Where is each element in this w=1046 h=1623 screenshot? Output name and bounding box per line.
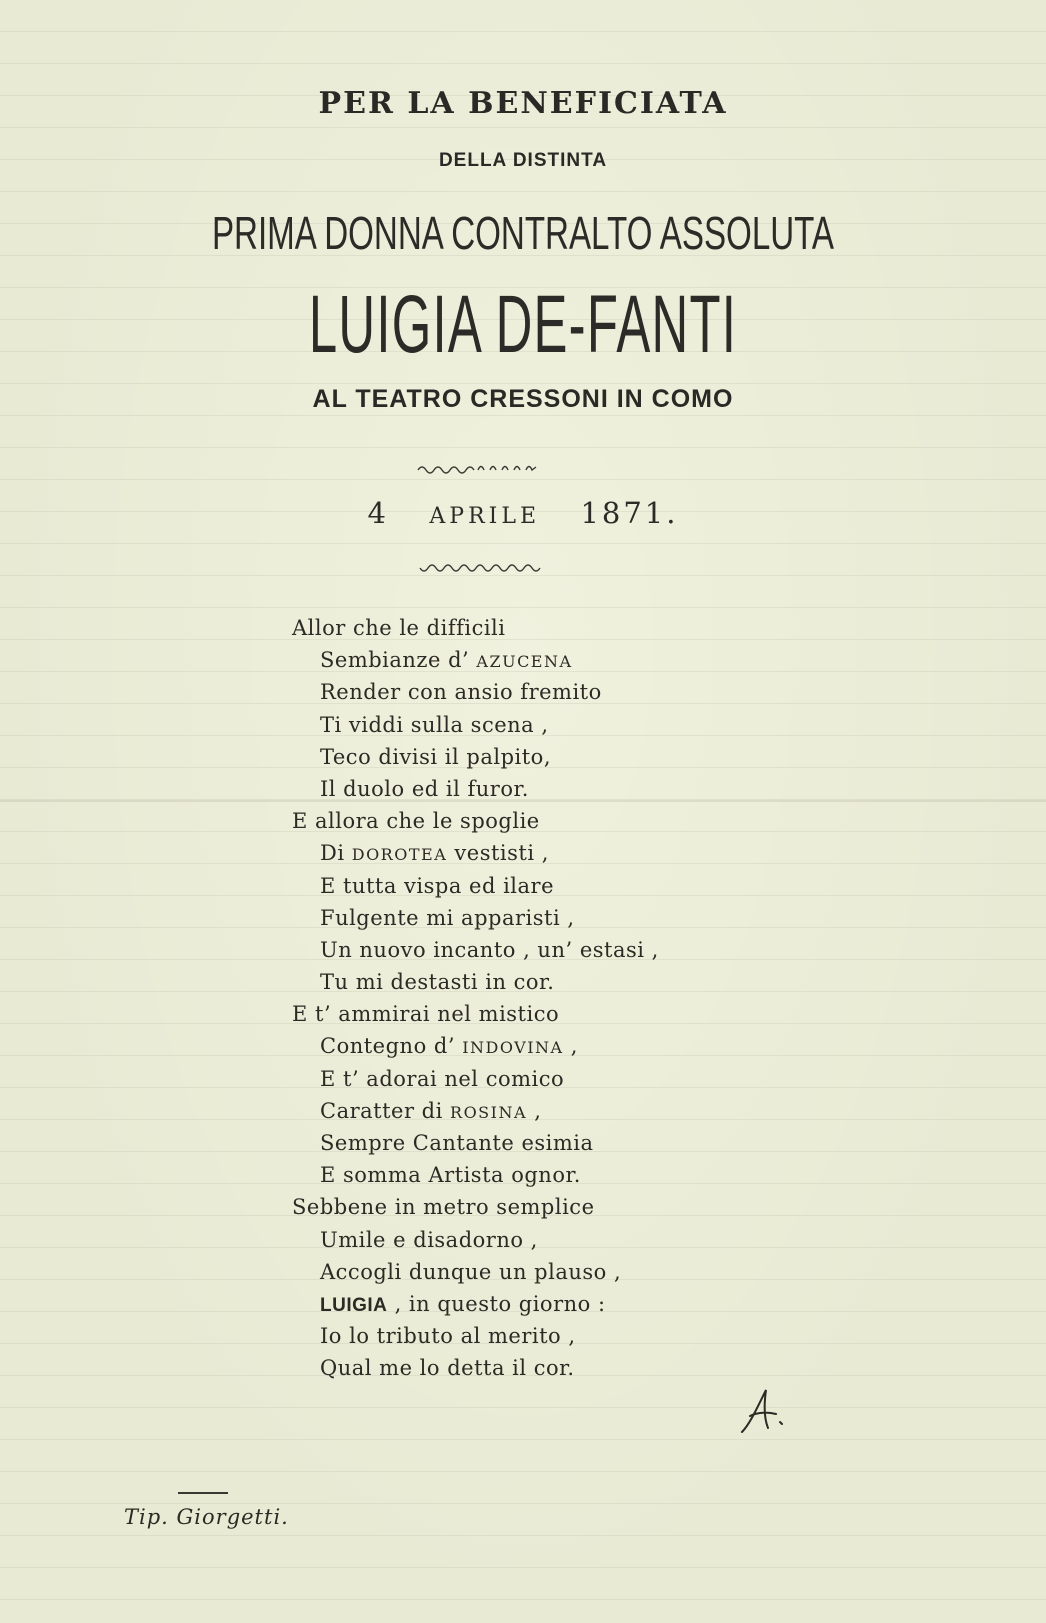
poem-line: E tutta vispa ed ilare	[320, 873, 555, 898]
poem-line: Accogli dunque un plauso ,	[320, 1259, 622, 1284]
date-month: APRILE	[429, 504, 541, 529]
poem	[292, 612, 659, 1385]
poem-line: Sempre Cantante esimia	[320, 1131, 594, 1155]
poem-line: Fulgente mi apparisti ,	[320, 905, 575, 930]
poem-line: LUIGIA , in questo giorno :	[320, 1291, 606, 1316]
heading-theatre: AL TEATRO CRESSONI IN COMO	[312, 385, 734, 413]
poem-line: Qual me lo detta il cor.	[320, 1356, 575, 1381]
poem-line: Caratter di ROSINA ,	[320, 1098, 542, 1123]
poem-line: Di DOROTEA vestisti ,	[320, 841, 549, 866]
character-name: AZUCENA	[476, 652, 573, 672]
poem-line: Teco divisi il palpito,	[320, 744, 551, 769]
poem-line: E t’ adorai nel comico	[320, 1066, 565, 1091]
performance-date	[0, 496, 1046, 530]
poem-line: Contegno d’ INDOVINA ,	[320, 1034, 578, 1059]
poem-line: Io lo tributo al merito ,	[320, 1324, 576, 1349]
poem-line: Sembianze d’ AZUCENA	[320, 648, 573, 673]
poem-line: E allora che le spoglie	[292, 809, 540, 834]
poem-line: Umile e disadorno ,	[320, 1227, 538, 1252]
poem-line: Allor che le difficili	[292, 616, 506, 640]
poem-line: Il duolo ed il furor.	[320, 776, 529, 801]
poem-line: Ti viddi sulla scena ,	[320, 712, 549, 737]
performer-name-inline: LUIGIA	[320, 1294, 388, 1316]
poem-line: E somma Artista ognor.	[320, 1163, 581, 1188]
ornament-divider-top	[0, 458, 1046, 478]
poem-line: Render con ansio fremito	[320, 680, 602, 705]
character-name: DOROTEA	[351, 845, 448, 865]
poem-line: E t’ ammirai nel mistico	[292, 1002, 560, 1027]
poem-line: Un nuovo incanto , un’ estasi ,	[320, 937, 659, 962]
character-name: INDOVINA	[462, 1038, 564, 1058]
date-year: 1871.	[580, 496, 679, 530]
printer-rule	[178, 1492, 228, 1494]
signature-initial-mark	[740, 1384, 790, 1444]
heading-role: PRIMA DONNA CONTRALTO ASSOLUTA	[211, 207, 835, 259]
heading-della-distinta: DELLA DISTINTA	[438, 150, 608, 171]
printer-credit: Tip. Giorgetti.	[124, 1505, 289, 1529]
heading-benefit: PER LA BENEFICIATA	[318, 86, 728, 121]
heading-performer-name: LUIGIA DE-FANTI	[308, 279, 738, 370]
ornament-divider-bottom	[0, 558, 1046, 578]
date-day: 4	[367, 496, 389, 530]
character-name: ROSINA	[450, 1102, 528, 1122]
poem-line: Sebbene in metro semplice	[292, 1195, 595, 1220]
poem-line: Tu mi destasti in cor.	[320, 970, 555, 995]
